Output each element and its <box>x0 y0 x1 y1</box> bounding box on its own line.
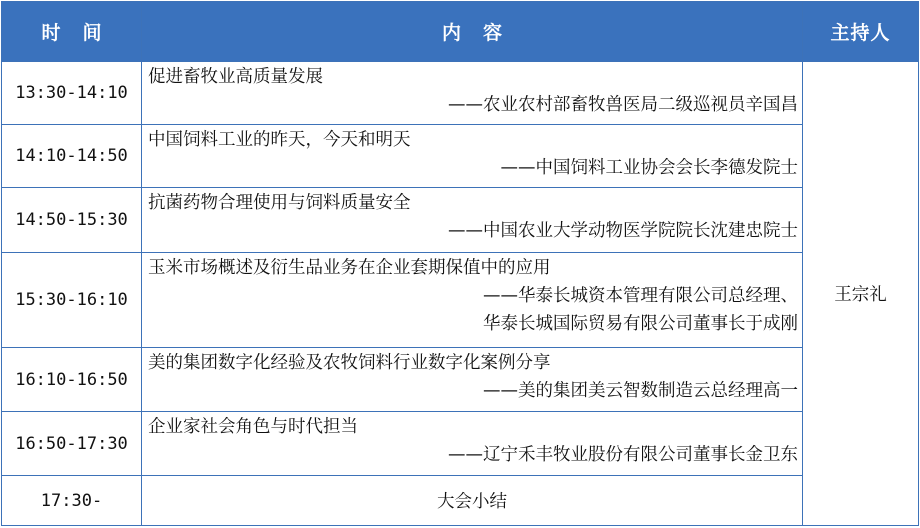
session-content <box>142 125 803 188</box>
session-content <box>142 412 803 476</box>
session-title: 抗菌药物合理使用与饲料质量安全 <box>148 193 411 213</box>
session-title: 企业家社会角色与时代担当 <box>148 417 358 437</box>
session-time: 15:30-16:10 <box>2 253 142 348</box>
session-title: 玉米市场概述及衍生品业务在企业套期保值中的应用 <box>148 258 551 278</box>
session-speaker: ——美的集团美云智数制造云总经理高一 <box>483 381 798 401</box>
session-speaker: 华泰长城国际贸易有限公司董事长于成刚 <box>483 314 798 334</box>
header-content: 内容 <box>142 2 803 62</box>
session-content <box>142 62 803 125</box>
table-row <box>2 125 919 188</box>
session-speaker: ——农业农村部畜牧兽医局二级巡视员辛国昌 <box>448 95 798 115</box>
session-time: 16:50-17:30 <box>2 412 142 476</box>
session-time: 14:50-15:30 <box>2 188 142 253</box>
closing-content: 大会小结 <box>142 476 803 526</box>
table-row <box>2 253 919 348</box>
session-content <box>142 253 803 348</box>
session-speaker: ——中国农业大学动物医学院院长沈建忠院士 <box>448 221 798 241</box>
table-row <box>2 476 919 526</box>
table-row <box>2 412 919 476</box>
host-name: 王宗礼 <box>803 62 919 526</box>
session-time: 13:30-14:10 <box>2 62 142 125</box>
header-time: 时间 <box>2 2 142 62</box>
session-title: 促进畜牧业高质量发展 <box>148 67 323 87</box>
session-title: 中国饲料工业的昨天，今天和明天 <box>148 130 411 150</box>
table-header-row <box>2 2 919 62</box>
session-speaker: ——华泰长城资本管理有限公司总经理、 <box>483 286 798 306</box>
session-title: 美的集团数字化经验及农牧饲料行业数字化案例分享 <box>148 353 551 373</box>
header-host: 主持人 <box>803 2 919 62</box>
session-content <box>142 188 803 253</box>
session-speaker: ——辽宁禾丰牧业股份有限公司董事长金卫东 <box>448 445 798 465</box>
table-row <box>2 62 919 125</box>
session-content <box>142 348 803 412</box>
closing-time: 17:30- <box>2 476 142 526</box>
session-speaker: ——中国饲料工业协会会长李德发院士 <box>500 158 798 178</box>
table-row <box>2 348 919 412</box>
session-time: 16:10-16:50 <box>2 348 142 412</box>
session-time: 14:10-14:50 <box>2 125 142 188</box>
table-row <box>2 188 919 253</box>
agenda-table <box>1 1 919 526</box>
